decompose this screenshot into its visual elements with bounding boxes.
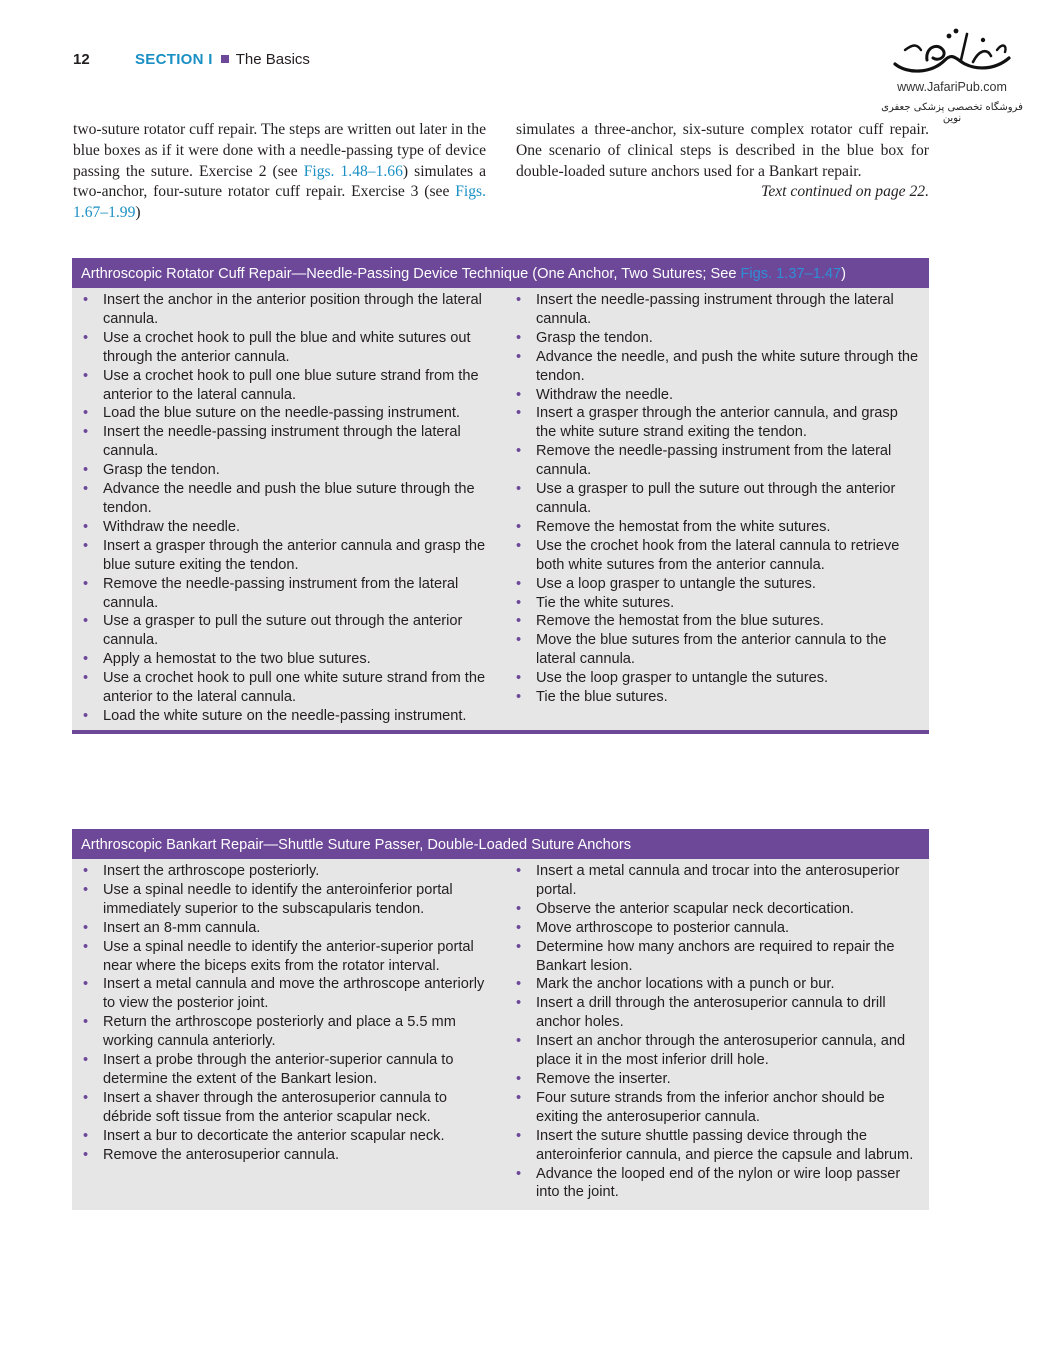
list-item: • Remove the inserter. xyxy=(516,1070,921,1089)
box-title xyxy=(72,258,929,288)
list-item: • Insert the suture shuttle passing device through the anteroinferior cannula, and pierce the capsule and labrum. xyxy=(516,1127,921,1165)
list-item: • Insert a metal cannula and trocar into the anterosuperior portal. xyxy=(516,862,921,900)
list-item: • Insert the needle-passing instrument through the lateral cannula. xyxy=(83,423,499,461)
box-body xyxy=(72,288,929,730)
body-text-segment: ) xyxy=(135,204,141,222)
list-item: • Advance the needle and push the blue suture through the tendon. xyxy=(83,480,499,518)
list-item: • Grasp the tendon. xyxy=(83,461,499,480)
list-item: • Advance the needle, and push the white suture through the tendon. xyxy=(516,348,921,386)
list-item: • Remove the needle-passing instrument from the lateral cannula. xyxy=(516,442,921,480)
list-item: • Use a loop grasper to untangle the sutures. xyxy=(516,575,921,594)
separator-square-icon xyxy=(221,55,229,63)
procedure-box-bankart xyxy=(72,829,929,1210)
continued-note: Text continued on page 22. xyxy=(761,183,929,201)
figure-reference-link[interactable]: Figs. 1.67–1.99 xyxy=(73,183,486,222)
list-item: • Use the loop grasper to untangle the sutures. xyxy=(516,669,921,688)
list-item: • Four suture strands from the inferior anchor should be exiting the anterosuperior cannula. xyxy=(516,1089,921,1127)
page-number: 12 xyxy=(73,50,90,68)
procedure-box-rotator-cuff xyxy=(72,258,929,734)
list-item: • Use a crochet hook to pull the blue and white sutures out through the anterior cannula. xyxy=(83,329,499,367)
step-list-right xyxy=(499,862,921,1202)
list-item: • Use a crochet hook to pull one blue suture strand from the anterior to the lateral cannula. xyxy=(83,367,499,405)
list-item: • Insert a metal cannula and move the arthroscope anteriorly to view the posterior joint. xyxy=(83,975,499,1013)
list-item: • Insert the arthroscope posteriorly. xyxy=(83,862,499,881)
list-item: • Use a grasper to pull the suture out through the anterior cannula. xyxy=(83,612,499,650)
list-item: • Insert a probe through the anterior-superior cannula to determine the extent of the Bankart lesion. xyxy=(83,1051,499,1089)
list-item: • Determine how many anchors are required to repair the Bankart lesion. xyxy=(516,938,921,976)
list-item: • Use the crochet hook from the lateral cannula to retrieve both white sutures from the anterior cannula. xyxy=(516,537,921,575)
list-item: • Insert the anchor in the anterior position through the lateral cannula. xyxy=(83,291,499,329)
list-item: • Tie the white sutures. xyxy=(516,594,921,613)
box-title-text: Arthroscopic Rotator Cuff Repair—Needle-Passing Device Technique (One Anchor, Two Sutures; See xyxy=(81,266,741,282)
list-item: • Observe the anterior scapular neck decortication. xyxy=(516,900,921,919)
box-title: Arthroscopic Bankart Repair—Shuttle Suture Passer, Double-Loaded Suture Anchors xyxy=(72,829,929,859)
list-item: • Insert a drill through the anterosuperior cannula to drill anchor holes. xyxy=(516,994,921,1032)
list-item: • Insert the needle-passing instrument through the lateral cannula. xyxy=(516,291,921,329)
section-label: SECTION I xyxy=(135,50,213,68)
list-item: • Remove the hemostat from the blue sutures. xyxy=(516,612,921,631)
box-body xyxy=(72,859,929,1210)
list-item: • Remove the hemostat from the white sutures. xyxy=(516,518,921,537)
list-item: • Withdraw the needle. xyxy=(516,386,921,405)
list-item: • Insert an anchor through the anterosuperior cannula, and place it in the most inferior drill hole. xyxy=(516,1032,921,1070)
calligraphy-logo-icon xyxy=(887,20,1017,78)
box-bottom-rule xyxy=(72,730,929,734)
list-item: • Insert an 8-mm cannula. xyxy=(83,919,499,938)
figure-reference-link[interactable]: Figs. 1.48–1.66 xyxy=(303,162,403,180)
body-paragraph: simulates a three-anchor, six-suture complex rotator cuff repair. One scenario of clinical steps is described in the blue box for double-loaded suture anchors used for a Bankart repair. xyxy=(516,121,929,180)
publisher-logo xyxy=(872,20,1032,124)
publisher-tagline: فروشگاه تخصصی پزشکی جعفری نوین xyxy=(881,102,1023,124)
body-text-segment: two-suture rotator cuff repair. The steps are written out later in the blue boxes as if it were done with a needle-passing type of device passing the suture. Exercise 2 (see xyxy=(73,121,486,180)
list-item: • Return the arthroscope posteriorly and place a 5.5 mm working cannula anteriorly. xyxy=(83,1013,499,1051)
body-column-left xyxy=(73,120,486,224)
list-item: • Insert a grasper through the anterior cannula and grasp the blue suture exiting the tendon. xyxy=(83,537,499,575)
list-item: • Load the white suture on the needle-passing instrument. xyxy=(83,707,499,726)
list-item: • Apply a hemostat to the two blue sutures. xyxy=(83,650,499,669)
list-item: • Advance the looped end of the nylon or wire loop passer into the joint. xyxy=(516,1165,921,1203)
step-list-left xyxy=(72,862,499,1202)
list-item: • Use a spinal needle to identify the anterior-superior portal near where the biceps exits from the rotator interval. xyxy=(83,938,499,976)
body-text-segment: ) simulates a two-anchor, four-suture rotator cuff repair. Exercise 3 (see xyxy=(73,162,486,201)
list-item: • Insert a grasper through the anterior cannula, and grasp the white suture strand exiting the tendon. xyxy=(516,404,921,442)
list-item: • Mark the anchor locations with a punch or bur. xyxy=(516,975,921,994)
list-item: • Insert a shaver through the anterosuperior cannula to débride soft tissue from the anterior scapular neck. xyxy=(83,1089,499,1127)
list-item: • Move the blue sutures from the anterior cannula to the lateral cannula. xyxy=(516,631,921,669)
list-item: • Remove the needle-passing instrument from the lateral cannula. xyxy=(83,575,499,613)
list-item: • Move arthroscope to posterior cannula. xyxy=(516,919,921,938)
box-title-text: ) xyxy=(841,266,846,282)
list-item: • Use a crochet hook to pull one white suture strand from the anterior to the lateral cannula. xyxy=(83,669,499,707)
publisher-url: www.JafariPub.com xyxy=(897,80,1007,94)
list-item: • Use a grasper to pull the suture out through the anterior cannula. xyxy=(516,480,921,518)
running-header xyxy=(73,48,310,70)
list-item: • Withdraw the needle. xyxy=(83,518,499,537)
step-list-right xyxy=(499,291,921,726)
list-item: • Tie the blue sutures. xyxy=(516,688,921,707)
list-item: • Remove the anterosuperior cannula. xyxy=(83,1146,499,1165)
list-item: • Use a spinal needle to identify the anteroinferior portal immediately superior to the subscapularis tendon. xyxy=(83,881,499,919)
list-item: • Load the blue suture on the needle-passing instrument. xyxy=(83,404,499,423)
list-item: • Insert a bur to decorticate the anterior scapular neck. xyxy=(83,1127,499,1146)
figure-reference-link[interactable]: Figs. 1.37–1.47 xyxy=(740,266,842,282)
body-text xyxy=(73,120,929,224)
list-item: • Grasp the tendon. xyxy=(516,329,921,348)
step-list-left xyxy=(72,291,499,726)
body-column-right xyxy=(516,120,929,224)
section-topic: The Basics xyxy=(235,50,310,68)
